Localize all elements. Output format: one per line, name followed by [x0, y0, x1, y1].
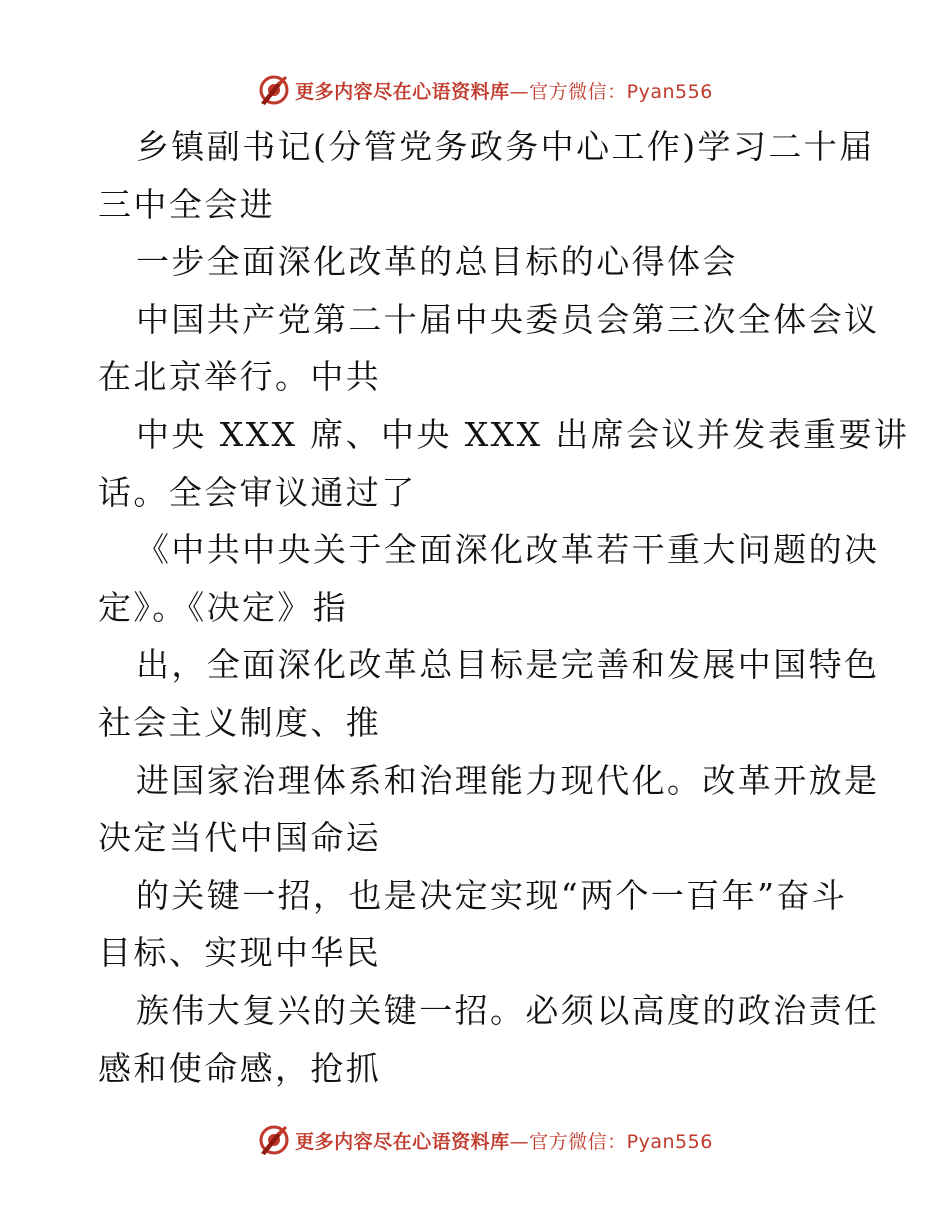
document-line: 出，全面深化改革总目标是完善和发展中国特色 — [136, 645, 880, 685]
banner-dash: — — [509, 1130, 530, 1153]
document-body — [98, 118, 910, 1097]
banner-contact-text: 官方微信：Pyan556 — [529, 80, 713, 103]
brush-logo-icon — [257, 1123, 291, 1157]
document-line: 社会主义制度、推 — [98, 702, 382, 742]
document-line: 三中全会进 — [98, 184, 275, 224]
document-line: 一步全面深化改革的总目标的心得体会 — [136, 242, 738, 282]
brush-logo-icon — [257, 73, 291, 107]
document-line: 进国家治理体系和治理能力现代化。改革开放是 — [136, 760, 880, 800]
footer-banner — [0, 1120, 950, 1160]
banner-label — [295, 1127, 713, 1154]
document-line: 感和使命感，抢抓 — [98, 1048, 382, 1088]
header-banner — [0, 70, 950, 110]
banner-contact-text: 官方微信：Pyan556 — [529, 1130, 713, 1153]
footer-banner-content — [257, 1123, 713, 1157]
document-line: 话。全会审议通过了 — [98, 472, 417, 512]
header-banner-content — [257, 73, 713, 107]
banner-site-text: 更多内容尽在心语资料库 — [295, 1130, 510, 1153]
banner-site-text: 更多内容尽在心语资料库 — [295, 80, 510, 103]
document-line: 族伟大复兴的关键一招。必须以高度的政治责任 — [136, 990, 880, 1030]
banner-dash: — — [509, 80, 530, 103]
document-line: 的关键一招，也是决定实现“两个一百年”奋斗 — [136, 875, 848, 915]
document-line: 《中共中央关于全面深化改革若干重大问题的决 — [136, 530, 880, 570]
document-line: 目标、实现中华民 — [98, 933, 382, 973]
document-line: 定》。《决定》指 — [98, 587, 349, 627]
banner-label — [295, 77, 713, 104]
document-line: 中国共产党第二十届中央委员会第三次全体会议 — [136, 299, 880, 339]
document-line: 中央 XXX 席、中央 XXX 出席会议并发表重要讲 — [136, 414, 910, 454]
document-line: 决定当代中国命运 — [98, 818, 382, 858]
document-line: 乡镇副书记(分管党务政务中心工作)学习二十届 — [136, 127, 875, 166]
document-line: 在北京举行。中共 — [98, 357, 382, 397]
